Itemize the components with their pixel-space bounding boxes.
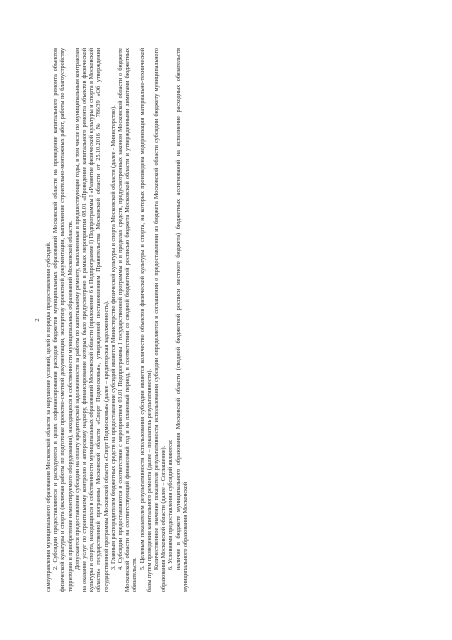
page-number: 2	[34, 318, 41, 322]
paragraph: 5. Целевым показателем результативности использования субсидии является количество объектов физической культуры и спорта, на которых произведена модернизация материально-технической базы путем проведения капитального ремонта (далее – показатель результативности).	[139, 48, 153, 592]
paragraph: Допускается предоставление субсидии на оплату кредиторской задолженности за работы по капитальному ремонту, выполненные в предшествующие годы, в том числе по муниципальным контрактам на оказание услуг по строительному контролю и авторскому надзору, финансирование которых было предусмотрено в рамках мероприятия 08.01 «Проведение капитального ремонта объектов физической культуры и спорта, находящихся в собственности муниципальных образований Московской области (приложение 6 к Подпрограмме I) Подпрограммы I «Развитие физической культуры и спорта в Московской области» государственной программы Московской области «Спорт Подмосковья», утвержденной постановлением Правительства Московской области от 25.10.2016 № 786/39 «Об утверждении государственной программы Московской области «Спорт Подмосковья» (далее – кредиторская задолженность).	[74, 48, 110, 592]
document-body	[46, 48, 190, 592]
document-page	[26, 30, 426, 610]
paragraph: наличие в бюджете муниципального образования Московской области (сводной бюджетной росписи местного бюджета) бюджетных ассигнований на исполнение расходных обязательств муниципального образования Московской	[175, 48, 189, 592]
paragraph: самоуправления муниципального образования Московской области за нарушение условий, целей и порядка предоставления субсидий.	[46, 241, 52, 592]
paragraph: 3. Главным распорядителем бюджетных средств на предоставление субсидий является Министерство физической культуры и спорта Московской области (далее - Министерство).	[110, 105, 117, 570]
paragraph: 2. Субсидии предоставляются и расходуются в целях софинансирования расходов бюджетов муниципальных образований Московской области на проведение капитального ремонта объектов физической культуры и спорта (включая работы по подготовке проектно-сметной документации, экспертизу проектной документации, выполнение строительно-монтажных работ, работы по благоустройству территории и приобретение немонтируемого оборудования), находящихся в собственности муниципальных образований Московской области.	[53, 48, 74, 592]
paragraph: 4. Субсидии предоставляются в соответствии с мероприятием 03.01 Подпрограммы I государственной программы и в пределах средств, предусмотренных законом Московской области о бюджете Московской области на соответствующий финансовый год и на плановый период, в соответствии со сводной бюджетной росписью бюджета Московской области и утвержденными лимитами бюджетных обязательств.	[118, 48, 139, 592]
paragraph: 6. Условиями предоставления субсидий являются:	[168, 439, 175, 570]
paragraph: Количественное значение показателя результативности использования субсидии определяется в соглашении о предоставлении из бюджета Московской области субсидии бюджету муниципального образования Московской области (далее – Соглашение).	[154, 48, 168, 592]
